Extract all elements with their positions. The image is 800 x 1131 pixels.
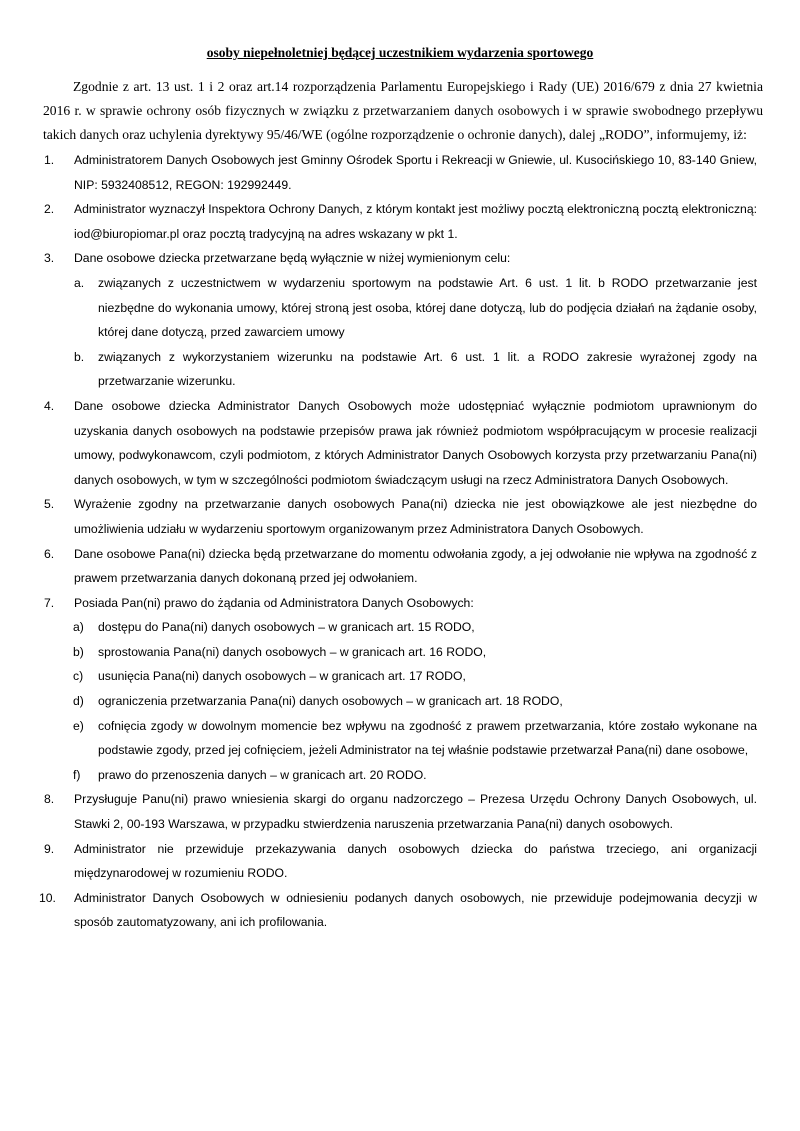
clause-text: Wyrażenie zgodny na przetwarzanie danych osobowych Pana(ni) dziecka nie jest obowiązkowe ale jest niezbędne do umożliwienia udziału w wydarzeniu sportowym organizowanym przez Administratora Danych Osobowych. [74, 497, 757, 536]
clause-text: Administrator nie przewiduje przekazywania danych osobowych dziecka do państwa trzeciego, ani organizacji międzynarodowej w rozumieniu RODO. [74, 841, 757, 881]
clause-7 [0, 591, 800, 616]
clause-9 [0, 837, 800, 886]
clause-7-sub-d [0, 689, 800, 714]
clause-text: Posiada Pan(ni) prawo do żądania od Administratora Danych Osobowych: [74, 595, 474, 610]
clause-8 [0, 787, 800, 836]
clause-1 [0, 148, 800, 197]
clause-7-sub-c [0, 664, 800, 689]
sub-text: ograniczenia przetwarzania Pana(ni) danych osobowych – w granicach art. 18 RODO, [98, 694, 563, 709]
intro-paragraph: Zgodnie z art. 13 ust. 1 i 2 oraz art.14 rozporządzenia Parlamentu Europejskiego i Rady (UE) 2016/679 z dnia 27 kwietnia 2016 r. w sprawie ochrony osób fizycznych w związku z przetwarzaniem danych osobowych i w sprawie swobodnego przepływu takich danych oraz uchylenia dyrektywy 95/46/WE (ogólne rozporządzenie o ochronie danych), dalej „RODO”, informujemy, iż: [43, 79, 763, 142]
clause-number: 7. [44, 595, 55, 610]
clause-number: 8. [44, 792, 55, 807]
sub-letter: b) [73, 644, 84, 659]
clause-number: 5. [44, 497, 55, 512]
clause-3 [0, 246, 800, 271]
clause-2 [0, 197, 800, 246]
clause-5 [0, 492, 800, 541]
clause-number: 4. [44, 398, 55, 413]
clause-number: 10. [39, 890, 56, 905]
clause-text: Administrator wyznaczył Inspektora Ochrony Danych, z którym kontakt jest możliwy pocztą elektroniczną pocztą elektroniczną: iod@biuropiomar.pl oraz pocztą tradycyjną na adres wskazany w pkt 1. [74, 202, 757, 241]
sub-letter: e) [73, 718, 84, 733]
clause-text: Dane osobowe dziecka Administrator Danych Osobowych może udostępniać wyłącznie podmiotom uprawnionym do uzyskania danych osobowych na podstawie przepisów prawa jak również podmiotom współpracującym w procesie realizacji umowy, podwykonawcom, czyli podmiotom, z których Administrator Danych Osobowych korzysta przy przetwarzaniu Pana(ni) danych osobowych, w tym w szczególności podmiotom świadczącym usługi na rzecz Administratora Danych Osobowych. [74, 398, 757, 487]
sub-text: sprostowania Pana(ni) danych osobowych – w granicach art. 16 RODO, [98, 644, 487, 659]
sub-letter: f) [73, 767, 81, 782]
sub-letter: c) [73, 669, 84, 684]
clause-7-sub-f [0, 763, 800, 788]
clause-number: 6. [44, 546, 55, 561]
sub-letter: a) [73, 620, 84, 635]
clause-7-sub-b [0, 640, 800, 665]
sub-letter: a. [74, 275, 85, 290]
clause-number: 1. [44, 153, 55, 167]
clause-3-sub-b [0, 345, 800, 394]
clause-7-sub-e [0, 714, 800, 763]
clause-text: Administratorem Danych Osobowych jest Gminny Ośrodek Sportu i Rekreacji w Gniewie, ul. Kusocińskiego 10, 83-140 Gniew, NIP: 5932408512, REGON: 192992449. [74, 153, 757, 192]
clause-text: Dane osobowe Pana(ni) dziecka będą przetwarzane do momentu odwołania zgody, a jej odwołanie nie wpływa na zgodność z prawem przetwarzania danych dokonaną przed jej odwołaniem. [74, 546, 757, 586]
clause-number: 3. [44, 251, 55, 266]
clause-10 [0, 886, 800, 935]
sub-letter: b. [74, 349, 85, 364]
clause-number: 9. [44, 841, 55, 856]
sub-text: związanych z uczestnictwem w wydarzeniu sportowym na podstawie Art. 6 ust. 1 lit. b RODO przetwarzanie jest niezbędne do wykonania umowy, której stroną jest osoba, której dane dotyczą, lub do podjęcia działań na żądanie osoby, której dane dotyczą, przed zawarciem umowy [98, 275, 757, 340]
clause-3-sub-a [0, 271, 800, 345]
clause-text: Dane osobowe dziecka przetwarzane będą wyłącznie w niżej wymienionym celu: [74, 251, 511, 266]
sub-text: usunięcia Pana(ni) danych osobowych – w granicach art. 17 RODO, [98, 669, 466, 684]
sub-text: dostępu do Pana(ni) danych osobowych – w granicach art. 15 RODO, [98, 620, 475, 635]
sub-text: prawo do przenoszenia danych – w granicach art. 20 RODO. [98, 767, 427, 782]
clause-7-sub-a [0, 615, 800, 640]
document-title: osoby niepełnoletniej będącej uczestnikiem wydarzenia sportowego [206, 45, 594, 60]
clause-6 [0, 542, 800, 591]
clause-number: 2. [44, 202, 55, 217]
clause-text: Administrator Danych Osobowych w odniesieniu podanych danych osobowych, nie przewiduje podejmowania decyzji w sposób zautomatyzowany, ani ich profilowania. [74, 890, 757, 930]
clause-4 [0, 394, 800, 492]
clause-text: Przysługuje Panu(ni) prawo wniesienia skargi do organu nadzorczego – Prezesa Urzędu Ochrony Danych Osobowych, ul. Stawki 2, 00-193 Warszawa, w przypadku stwierdzenia naruszenia przetwarzania Pana(ni) danych osobowych. [74, 792, 757, 832]
sub-text: związanych z wykorzystaniem wizerunku na podstawie Art. 6 ust. 1 lit. a RODO zakresie wyrażonej zgody na przetwarzanie wizerunku. [98, 349, 757, 389]
sub-letter: d) [73, 694, 84, 709]
clauses-list [0, 148, 800, 935]
sub-text: cofnięcia zgody w dowolnym momencie bez wpływu na zgodność z prawem przetwarzania, które zostało wykonane na podstawie zgody, przed jej cofnięciem, jeżeli Administrator na tej właśnie podstawie przetwarzał Pana(ni) dane osobowe, [98, 718, 757, 758]
